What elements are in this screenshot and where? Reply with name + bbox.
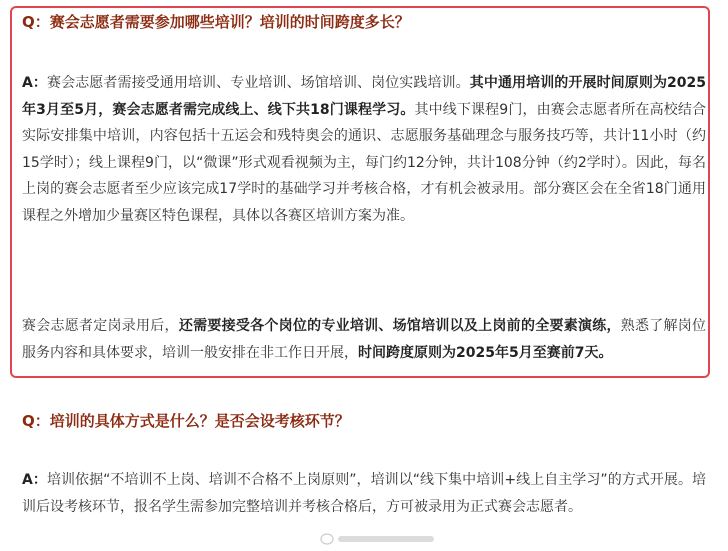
answer-text: 赛会志愿者需接受通用培训、专业培训、场馆培训、岗位实践培训。	[47, 75, 470, 91]
answer-text: 培训依据“不培训不上岗、培训不合格不上岗原则”，培训以“线下集中培训+线上自主学习”的方式开展。培训后设考核环节，报名学生需参加完整培训并考核合格后，方可被录用为正式赛会志愿者。	[22, 472, 706, 515]
answer-bold-text: 其中通用培训的开展时间原则为2025年3月至5月，赛会志愿者需完成线上、线下共18门课程学习。	[22, 75, 707, 118]
answer-text: 熟悉了解岗位服务内容和具体要求，培训一般安排在非工作日开展，	[22, 318, 707, 361]
answer-paragraph-2	[22, 313, 706, 366]
answer-bold-text: 还需要接受各个岗位的专业培训、场馆培训以及上岗前的全要素演练，	[178, 318, 621, 334]
answer-prefix: A：	[22, 472, 47, 488]
question-heading-2: Q：培训的具体方式是什么？是否会设考核环节？	[22, 412, 350, 430]
watermark-logo	[320, 532, 440, 546]
answer-prefix: A：	[22, 75, 48, 91]
question-heading-1: Q：赛会志愿者需要参加哪些培训？培训的时间跨度多长？	[22, 13, 410, 31]
answer-text: 赛会志愿者定岗录用后，	[22, 318, 179, 334]
answer-paragraph-1	[22, 70, 706, 229]
answer-bold-text: 时间跨度原则为2025年5月至赛前7天。	[358, 344, 613, 361]
answer-paragraph-3	[22, 467, 706, 520]
answer-text: 其中线下课程9门，由赛会志愿者所在高校结合实际安排集中培训，内容包括十五运会和残特奥会的通识、志愿服务基础理念与服务技巧等，共计11小时（约15学时）；线上课程9门，以“微课”形式观看视频为主，每门约12分钟，共计108分钟（约2学时）。因此，每名上岗的赛会志愿者至少应该完成17学时的基础学习并考核合格，才有机会被录用。部分赛区会在全省18门通用课程之外增加少量赛区特色课程，具体以各赛区培训方案为准。	[22, 101, 707, 224]
